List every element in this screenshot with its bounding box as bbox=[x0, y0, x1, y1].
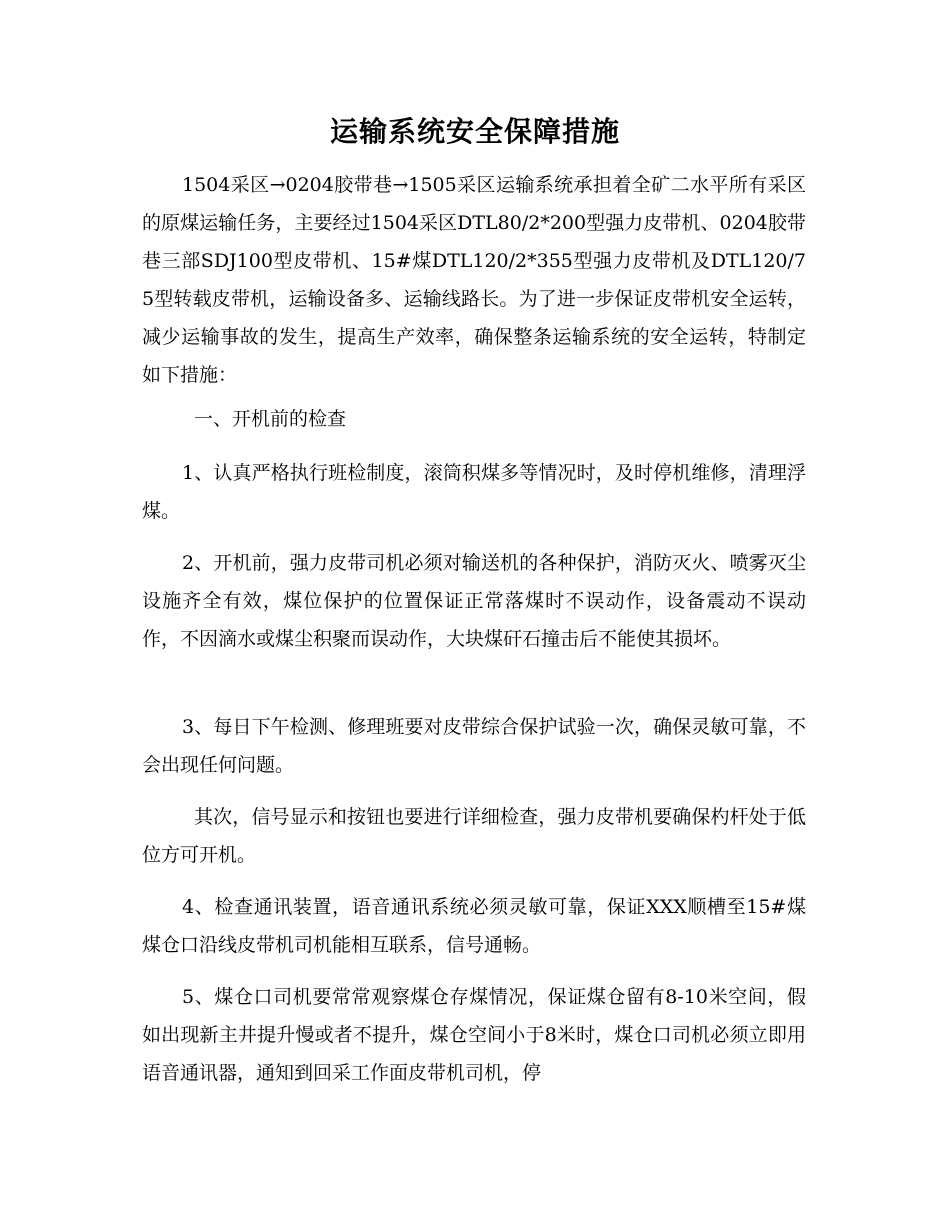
intro-paragraph: 1504采区→0204胶带巷→1505采区运输系统承担着全矿二水平所有采区的原煤运输任务，主要经过1504采区DTL80/2*200型强力皮带机、0204胶带巷三部SDJ100型皮带机、15#煤DTL120/2*355型强力皮带机及DTL120/75型转载皮带机，运输设备多、运输线路长。为了进一步保证皮带机安全运转，减少运输事故的发生，提高生产效率，确保整条运输系统的安全运转，特制定如下措施： bbox=[142, 174, 806, 386]
item-3-paragraph: 3、每日下午检测、修理班要对皮带综合保护试验一次，确保灵敏可靠，不会出现任何问题。 bbox=[142, 716, 806, 776]
item-2-paragraph: 2、开机前，强力皮带司机必须对输送机的各种保护，消防灭火、喷雾灭尘设施齐全有效，煤位保护的位置保证正常落煤时不误动作，设备震动不误动作，不因滴水或煤尘积聚而误动作，大块煤矸石撞击后不能使其损坏。 bbox=[142, 552, 806, 650]
item-4-paragraph: 4、检查通讯装置，语音通讯系统必须灵敏可靠，保证XXX顺槽至15#煤煤仓口沿线皮带机司机能相互联系，信号通畅。 bbox=[142, 896, 806, 956]
section-heading: 一、开机前的检查 bbox=[194, 408, 347, 430]
item-5-paragraph: 5、煤仓口司机要常常观察煤仓存煤情况，保证煤仓留有8-10米空间，假如出现新主井提升慢或者不提升，煤仓空间小于8米时，煤仓口司机必须立即用语音通讯器，通知到回采工作面皮带机司机，停 bbox=[142, 986, 806, 1084]
item-3-extra-paragraph: 其次，信号显示和按钮也要进行详细检查，强力皮带机要确保杓杆处于低位方可开机。 bbox=[142, 806, 806, 866]
item-1-paragraph: 1、认真严格执行班检制度，滚筒积煤多等情况时，及时停机维修，清理浮煤。 bbox=[142, 462, 806, 522]
document-title: 运输系统安全保障措施 bbox=[329, 115, 620, 148]
